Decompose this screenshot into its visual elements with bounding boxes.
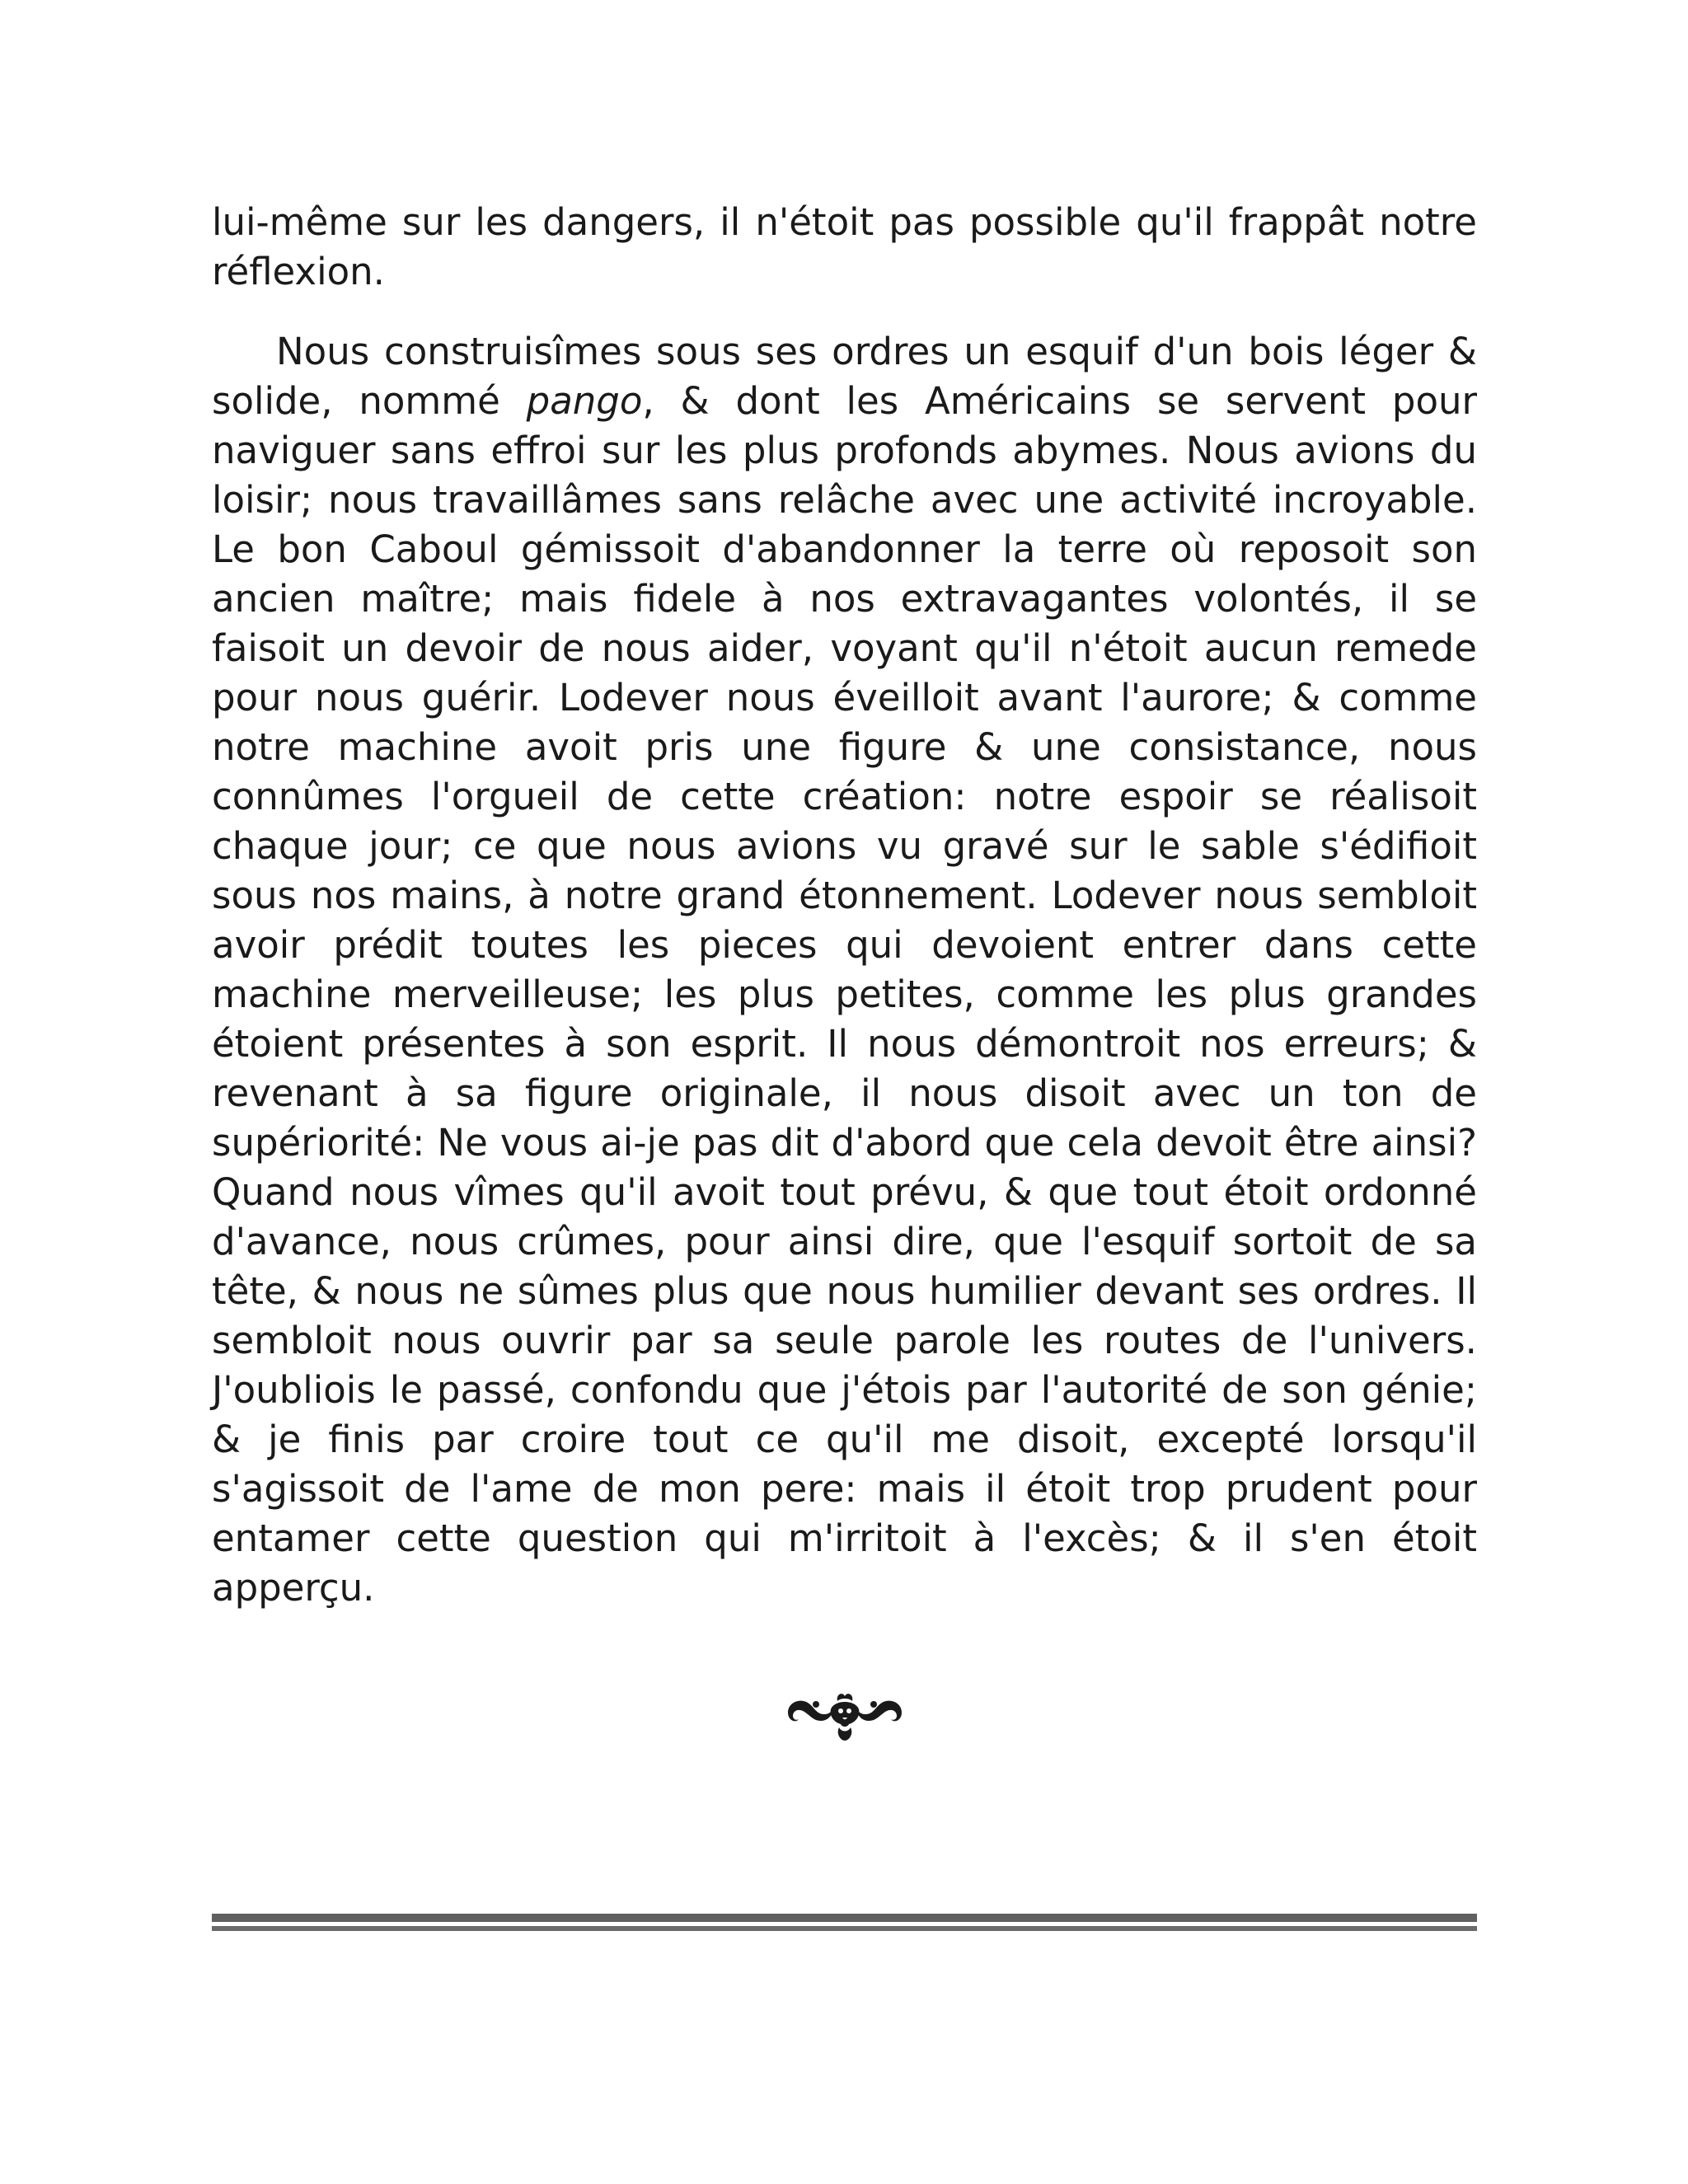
footer-rule-thick-line [212,1914,1477,1922]
page-body [212,198,1477,1613]
footer-rule-thin-line [212,1926,1477,1931]
italic-word-pango: pango [526,379,643,423]
paragraph-1: lui-même sur les dangers, il n'étoit pas possible qu'il frappât notre réflexion. [212,200,1477,293]
paragraph-2-start: Nous construisîmes sous ses ordres un esquif d'un bois léger & solide, nommé [212,330,1477,423]
fleuron-ornament-icon [783,1688,907,1746]
footer-double-rule [212,1914,1477,1932]
paragraph-2 [212,327,1477,1613]
paragraph-2-rest: , & dont les Américains se servent pour naviguer sans effroi sur les plus profonds abymes. Nous avions du loisir; nous travaillâmes sans relâche avec une activité incroyable. Le bon Caboul gémissoit d'abandonner la terre où reposoit son ancien maître; mais fidele à nos extravagantes volontés, il se faisoit un devoir de nous aider, voyant qu'il n'étoit aucun remede pour nous guérir. Lodever nous éveilloit avant l'aurore; & comme notre machine avoit pris une figure & une consistance, nous connûmes l'orgueil de cette création: notre espoir se réalisoit chaque jour; ce que nous avions vu gravé sur le sable s'édifioit sous nos mains, à notre grand étonnement. Lodever nous sembloit avoir prédit toutes les pieces qui devoient entrer dans cette machine merveilleuse; les plus petites, comme les plus grandes étoient présentes à son esprit. Il nous démontroit nos erreurs; & revenant à sa figure originale, il nous disoit avec un ton de supériorité: Ne vous ai-je pas dit d'abord que cela devoit être ainsi? Quand nous vîmes qu'il avoit tout prévu, & que tout étoit ordonné d'avance, nous crûmes, pour ainsi dire, que l'esquif sortoit de sa tête, & nous ne sûmes plus que nous humilier devant ses ordres. Il sembloit nous ouvrir par sa seule parole les routes de l'univers. J'oubliois le passé, confondu que j'étois par l'autorité de son génie; & je finis par croire tout ce qu'il me disoit, excepté lorsqu'il s'agissoit de l'ame de mon pere: mais il étoit trop prudent pour entamer cette question qui m'irritoit à l'excès; & il s'en étoit apperçu. [212,379,1477,1610]
